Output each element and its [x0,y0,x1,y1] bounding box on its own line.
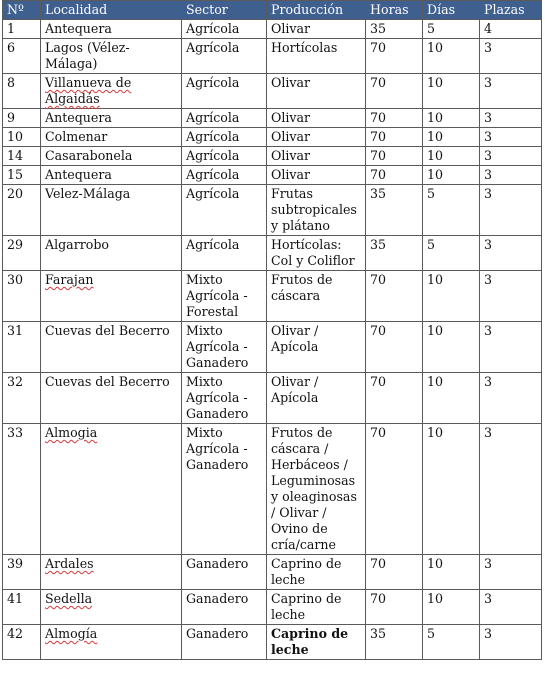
cell-sector [182,424,267,555]
cell-dias-text: 5 [427,237,436,252]
cell-sector-text: Mixto Agrícola - Forestal [186,272,248,319]
cell-plazas [480,20,542,39]
cell-localidad [41,20,182,39]
table-row [3,128,542,147]
cell-produccion-text: Caprino de leche [271,556,342,587]
cell-dias [423,20,480,39]
cell-dias-text: 10 [427,40,444,55]
cell-plazas-text: 3 [484,40,493,55]
cell-horas [366,74,423,109]
cell-localidad-text: Almogía [45,626,98,641]
cell-horas-text: 70 [370,167,387,182]
cell-localidad [41,147,182,166]
cell-produccion-text: Olivar / Apícola [271,323,319,354]
cell-produccion-text: Frutas subtropicales y plátano [271,186,357,233]
cell-produccion [267,109,366,128]
cell-numero [3,322,41,373]
cell-plazas [480,625,542,660]
cell-plazas [480,39,542,74]
cell-dias-text: 5 [427,186,436,201]
cell-dias-text: 10 [427,374,444,389]
cell-horas [366,555,423,590]
cell-plazas-text: 3 [484,148,493,163]
cell-horas-text: 35 [370,237,387,252]
cell-produccion [267,74,366,109]
cell-produccion-text: Frutos de cáscara [271,272,333,303]
cell-sector-text: Agrícola [186,237,240,252]
cell-localidad [41,373,182,424]
cell-horas [366,147,423,166]
cell-sector-text: Ganadero [186,626,249,641]
table-row [3,236,542,271]
cell-plazas-text: 3 [484,374,493,389]
cell-horas-text: 35 [370,21,387,36]
cell-localidad [41,271,182,322]
table-row [3,147,542,166]
cell-dias [423,236,480,271]
cell-sector-text: Mixto Agrícola - Ganadero [186,374,249,421]
cell-localidad [41,74,182,109]
cell-plazas [480,424,542,555]
cell-sector-text: Ganadero [186,556,249,571]
cell-numero [3,590,41,625]
cell-dias-text: 10 [427,591,444,606]
cell-horas-text: 70 [370,591,387,606]
cell-dias-text: 5 [427,626,436,641]
cell-sector [182,20,267,39]
cell-horas [366,109,423,128]
cell-sector [182,625,267,660]
cell-horas-text: 70 [370,110,387,125]
cell-numero [3,147,41,166]
cell-horas-text: 35 [370,626,387,641]
cell-plazas-text: 4 [484,21,493,36]
table-body [3,20,542,660]
cell-sector [182,185,267,236]
cell-produccion [267,625,366,660]
cell-sector-text: Agrícola [186,186,240,201]
cell-localidad [41,128,182,147]
cell-plazas [480,373,542,424]
cell-produccion [267,166,366,185]
cell-produccion [267,185,366,236]
cell-dias-text: 10 [427,148,444,163]
cell-horas [366,20,423,39]
cell-localidad-text: Antequera [45,21,112,36]
cell-localidad [41,424,182,555]
cell-produccion [267,236,366,271]
cell-sector-text: Agrícola [186,129,240,144]
cell-dias-text: 10 [427,425,444,440]
cell-numero [3,128,41,147]
cell-numero [3,236,41,271]
cell-plazas [480,74,542,109]
cell-dias [423,590,480,625]
cell-sector [182,39,267,74]
cell-numero-text: 33 [7,425,24,440]
cell-dias-text: 10 [427,110,444,125]
cell-sector [182,590,267,625]
cell-numero-text: 32 [7,374,24,389]
cell-localidad-text: Antequera [45,167,112,182]
cell-numero [3,39,41,74]
cell-produccion [267,590,366,625]
cell-plazas [480,236,542,271]
cell-produccion [267,373,366,424]
cell-horas [366,185,423,236]
cell-produccion [267,424,366,555]
table-header [3,1,542,20]
header-sector: Sector [182,1,267,20]
cell-horas-text: 70 [370,323,387,338]
cell-plazas-text: 3 [484,272,493,287]
cell-dias [423,166,480,185]
cell-localidad-text: Ardales [45,556,94,571]
cell-numero-text: 15 [7,167,24,182]
cell-plazas [480,166,542,185]
cell-numero [3,166,41,185]
cell-produccion-text: Olivar [271,148,311,163]
cell-dias [423,555,480,590]
cell-localidad-text: Farajan [45,272,94,287]
cell-plazas-text: 3 [484,167,493,182]
cell-numero [3,373,41,424]
cell-horas-text: 35 [370,186,387,201]
table-row [3,20,542,39]
cell-plazas-text: 3 [484,556,493,571]
cell-numero-text: 42 [7,626,24,641]
cell-numero-text: 31 [7,323,24,338]
cell-horas [366,625,423,660]
cell-dias [423,147,480,166]
header-dias: Días [423,1,480,20]
plazas-table [2,0,542,660]
cell-numero-text: 41 [7,591,24,606]
cell-numero-text: 10 [7,129,24,144]
cell-plazas [480,271,542,322]
cell-dias [423,109,480,128]
cell-numero-text: 29 [7,237,24,252]
cell-sector [182,74,267,109]
cell-sector-text: Agrícola [186,21,240,36]
cell-produccion-text: Olivar [271,110,311,125]
cell-plazas [480,109,542,128]
cell-horas-text: 70 [370,129,387,144]
cell-horas [366,373,423,424]
cell-produccion-text: Frutos de cáscara / Herbáceos / Leguminosas y oleaginosas / Olivar / Ovino de cría/carne [271,425,357,552]
cell-dias [423,625,480,660]
cell-numero-text: 8 [7,75,16,90]
cell-horas [366,39,423,74]
cell-produccion [267,128,366,147]
cell-horas-text: 70 [370,425,387,440]
cell-dias [423,424,480,555]
cell-localidad-text: Cuevas del Becerro [45,374,170,389]
cell-localidad-text: Casarabonela [45,148,133,163]
cell-sector [182,128,267,147]
cell-dias-text: 10 [427,556,444,571]
cell-localidad-text: Sedella [45,591,93,606]
cell-localidad [41,166,182,185]
cell-localidad [41,590,182,625]
table-row [3,625,542,660]
cell-localidad [41,236,182,271]
cell-numero-text: 1 [7,21,16,36]
cell-sector [182,236,267,271]
cell-produccion-text: Olivar [271,167,311,182]
cell-dias [423,185,480,236]
cell-plazas-text: 3 [484,323,493,338]
cell-numero [3,74,41,109]
cell-horas-text: 70 [370,40,387,55]
table-row [3,322,542,373]
cell-horas-text: 70 [370,75,387,90]
cell-produccion-text: Olivar [271,75,311,90]
cell-horas-text: 70 [370,374,387,389]
cell-plazas [480,555,542,590]
cell-localidad-text: Algarrobo [45,237,109,252]
cell-plazas [480,128,542,147]
cell-sector-text: Agrícola [186,75,240,90]
cell-dias [423,128,480,147]
table-row [3,109,542,128]
cell-dias [423,74,480,109]
cell-plazas [480,147,542,166]
table-row [3,271,542,322]
cell-horas [366,322,423,373]
cell-numero [3,555,41,590]
cell-sector-text: Ganadero [186,591,249,606]
cell-numero-text: 6 [7,40,16,55]
cell-horas [366,236,423,271]
cell-horas-text: 70 [370,556,387,571]
cell-plazas [480,185,542,236]
table-row [3,166,542,185]
cell-sector-text: Mixto Agrícola - Ganadero [186,323,249,370]
cell-sector [182,166,267,185]
cell-sector-text: Agrícola [186,148,240,163]
cell-localidad-text: Lagos (Vélez-Málaga) [45,40,130,71]
header-row [3,1,542,20]
header-numero: Nº [3,1,41,20]
cell-plazas-text: 3 [484,129,493,144]
cell-dias-text: 5 [427,21,436,36]
cell-horas [366,128,423,147]
cell-produccion [267,322,366,373]
cell-numero [3,424,41,555]
cell-numero [3,185,41,236]
cell-horas [366,590,423,625]
cell-sector [182,271,267,322]
cell-sector [182,109,267,128]
cell-sector-text: Agrícola [186,40,240,55]
table-row [3,424,542,555]
cell-dias [423,39,480,74]
cell-produccion-text: Caprino de leche [271,626,349,657]
cell-numero [3,271,41,322]
cell-produccion-text: Olivar [271,129,311,144]
cell-localidad-text: Velez-Málaga [45,186,131,201]
cell-plazas-text: 3 [484,591,493,606]
cell-sector-text: Mixto Agrícola - Ganadero [186,425,249,472]
cell-localidad-text: Colmenar [45,129,108,144]
cell-horas-text: 70 [370,272,387,287]
header-horas: Horas [366,1,423,20]
cell-horas-text: 70 [370,148,387,163]
cell-localidad-text: Antequera [45,110,112,125]
cell-horas [366,424,423,555]
cell-produccion [267,271,366,322]
cell-produccion [267,39,366,74]
cell-produccion-text: Caprino de leche [271,591,342,622]
cell-produccion [267,20,366,39]
cell-produccion-text: Olivar / Apícola [271,374,319,405]
cell-numero [3,625,41,660]
cell-plazas-text: 3 [484,425,493,440]
cell-localidad [41,555,182,590]
cell-localidad [41,109,182,128]
cell-sector [182,373,267,424]
header-plazas: Plazas [480,1,542,20]
cell-dias-text: 10 [427,272,444,287]
cell-localidad [41,625,182,660]
table-row [3,373,542,424]
cell-dias-text: 10 [427,167,444,182]
cell-produccion [267,147,366,166]
cell-localidad [41,185,182,236]
cell-numero [3,20,41,39]
cell-numero [3,109,41,128]
cell-numero-text: 39 [7,556,24,571]
cell-plazas-text: 3 [484,626,493,641]
table-row [3,39,542,74]
cell-produccion-text: Hortícolas: Col y Coliflor [271,237,355,268]
header-produccion: Producción [267,1,366,20]
cell-plazas-text: 3 [484,75,493,90]
cell-dias-text: 10 [427,129,444,144]
cell-dias [423,322,480,373]
cell-plazas-text: 3 [484,237,493,252]
cell-numero-text: 14 [7,148,24,163]
cell-dias-text: 10 [427,323,444,338]
cell-plazas-text: 3 [484,110,493,125]
cell-localidad [41,322,182,373]
table-row [3,590,542,625]
table-row [3,185,542,236]
cell-sector [182,147,267,166]
cell-dias [423,271,480,322]
table-row [3,74,542,109]
cell-produccion-text: Olivar [271,21,311,36]
cell-horas [366,166,423,185]
table-row [3,555,542,590]
cell-plazas [480,590,542,625]
cell-produccion [267,555,366,590]
cell-localidad [41,39,182,74]
cell-plazas-text: 3 [484,186,493,201]
cell-sector [182,555,267,590]
cell-numero-text: 30 [7,272,24,287]
cell-localidad-text: Cuevas del Becerro [45,323,170,338]
cell-dias [423,373,480,424]
cell-localidad-text: Villanueva de Algaidás [45,75,132,106]
cell-numero-text: 20 [7,186,24,201]
cell-sector [182,322,267,373]
cell-produccion-text: Hortícolas [271,40,338,55]
header-localidad: Localidad [41,1,182,20]
cell-plazas [480,322,542,373]
cell-numero-text: 9 [7,110,16,125]
cell-localidad-text: Almogia [45,425,98,440]
cell-horas [366,271,423,322]
cell-sector-text: Agrícola [186,110,240,125]
cell-sector-text: Agrícola [186,167,240,182]
cell-dias-text: 10 [427,75,444,90]
